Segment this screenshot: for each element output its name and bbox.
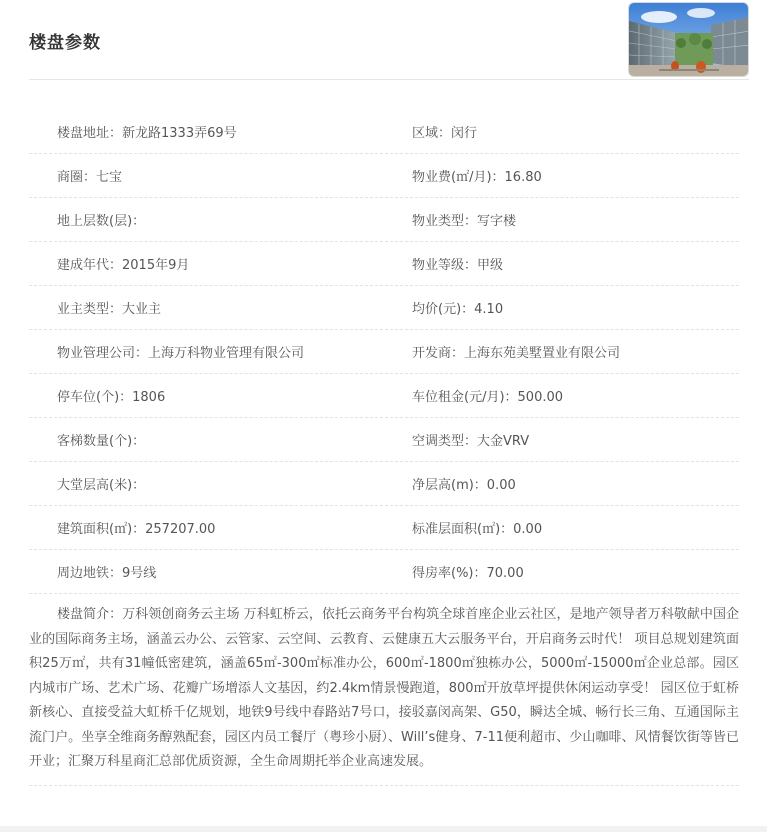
param-efficiency-rate: 得房率(%)：70.00 (412, 566, 524, 581)
param-row (29, 330, 739, 374)
property-intro: 楼盘简介：万科领创商务云主场 万科虹桥云，依托云商务平台构筑全球首座企业云社区，是地产领导者万科敬献中国企业的国际商务主场，涵盖云办公、云管家、云空间、云教育、云健康五大云服务平台，开启商务云时代！ 项目总规划建筑面积25万㎡，共有31幢低密建筑，涵盖65㎡-300㎡标准办公，600㎡-1800㎡独栋办公，5000㎡-15000㎡企业总部。园区内城市广场、艺术广场、花瓣广场增添人文基因，约2.4km情景慢跑道，800㎡开放草坪提供休闲运动享受！ 园区位于虹桥新核心、直接受益大虹桥千亿规划，地铁9号线中春路站7号口，接驳嘉闵高架、G50，瞬达全城、畅行长三角、互通国际主流门户。坐享全维商务醇熟配套，园区内员工餐厅（粤珍小厨）、Will’s健身、7-11便利超市、少山咖啡、风情餐饮街等皆已开业；汇聚万科星商汇总部优质资源，全生命周期托举企业高速发展。 (29, 603, 739, 786)
building-photo-icon (629, 3, 749, 77)
param-average-price: 均价(元)：4.10 (412, 302, 504, 317)
param-owner-type: 业主类型：大业主 (57, 302, 162, 317)
param-row (29, 418, 739, 462)
param-floors: 地上层数(层)： (57, 214, 146, 229)
param-row (29, 154, 739, 198)
param-standard-floor-area: 标准层面积(㎡)：0.00 (412, 522, 543, 537)
section-title: 楼盘参数 (29, 33, 101, 53)
param-row (29, 242, 739, 286)
param-address: 楼盘地址：新龙路1333弄69号 (57, 126, 237, 141)
param-property-fee: 物业费(㎡/月)：16.80 (412, 170, 542, 185)
param-developer: 开发商：上海东苑美墅置业有限公司 (412, 346, 621, 361)
param-elevators: 客梯数量(个)： (57, 434, 146, 449)
param-net-height: 净层高(m)：0.00 (412, 478, 516, 493)
param-parking-spaces: 停车位(个)：1806 (57, 390, 166, 405)
param-property-grade: 物业等级：甲级 (412, 258, 504, 273)
param-district: 区域：闵行 (412, 126, 478, 141)
param-management-company: 物业管理公司：上海万科物业管理有限公司 (57, 346, 305, 361)
param-ac-type: 空调类型：大金VRV (412, 434, 530, 449)
param-lobby-height: 大堂层高(米)： (57, 478, 146, 493)
param-parking-rent: 车位租金(元/月)：500.00 (412, 390, 564, 405)
footer-divider (0, 826, 767, 832)
param-row (29, 550, 739, 594)
param-nearby-metro: 周边地铁：9号线 (57, 566, 157, 581)
param-row (29, 198, 739, 242)
param-row (29, 506, 739, 550)
building-thumbnail[interactable] (628, 2, 749, 77)
param-row (29, 110, 739, 154)
param-row (29, 374, 739, 418)
param-build-year: 建成年代：2015年9月 (57, 258, 190, 273)
param-row (29, 286, 739, 330)
param-row (29, 462, 739, 506)
param-property-type: 物业类型：写字楼 (412, 214, 517, 229)
param-business-circle: 商圈：七宝 (57, 170, 123, 185)
section-header (29, 0, 749, 80)
param-building-area: 建筑面积(㎡)：257207.00 (57, 522, 216, 537)
params-table (29, 110, 739, 594)
